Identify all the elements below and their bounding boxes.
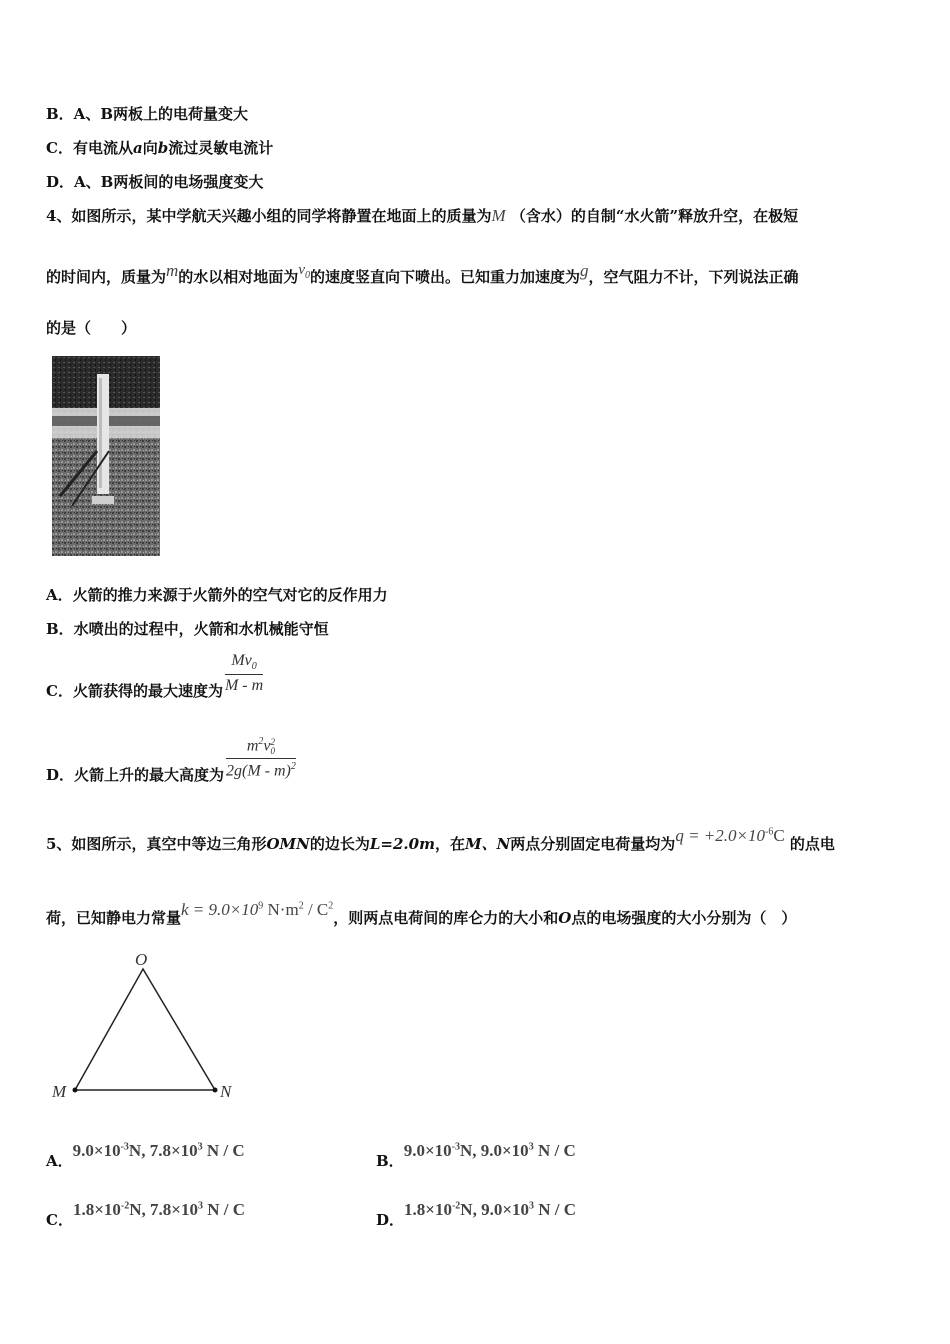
- q4-option-d-label: D．火箭上升的最大高度为: [46, 766, 225, 784]
- q5-line1-b: 的边长为: [309, 835, 370, 853]
- q4-mass-M: M: [491, 206, 506, 225]
- point-m-dot: [73, 1088, 78, 1093]
- q4-line2-c: 的速度竖直向下喷出。已知重力加速度为: [309, 268, 580, 286]
- q4-option-c-fraction: $\frac{Mv_0}{M - m}$: [224, 652, 264, 695]
- q5-line1-c: ，在: [434, 835, 465, 853]
- q5-side-length: L=2.0m: [369, 835, 435, 853]
- q5-option-c: C．$1.8\times 10^{-2}N$, $7.8\times 10^3$ N / C: [46, 1200, 245, 1229]
- q5-stem-line1: [46, 826, 835, 854]
- q3-option-b: B．A、B两板上的电荷量变大: [46, 105, 248, 123]
- q5-option-a: A．$9.0\times 10^{-3}N$, $7.8\times 10^3$ N / C: [46, 1141, 245, 1170]
- q4-line1-post: （含水）的自制“水火箭”释放升空，在极短: [510, 207, 799, 225]
- label-o: O: [135, 950, 148, 969]
- q5-triangle-name: OMN: [266, 835, 310, 853]
- q4-stem-line1: [46, 205, 798, 226]
- q4-gravity-g: g: [580, 261, 589, 280]
- q5-line1-e: 的点电: [789, 835, 835, 853]
- q3-option-c-pre: C．有电流从: [46, 139, 133, 157]
- q3-option-c-mid: 向: [142, 139, 158, 157]
- q4-stem-line2: [46, 261, 799, 289]
- q3-option-c-a: a: [132, 139, 143, 157]
- q3-option-d: D．A、B两板间的电场强度变大: [46, 173, 264, 191]
- q4-option-a: A．火箭的推力来源于火箭外的空气对它的反作用力: [46, 586, 388, 604]
- q5-charge-expression: $q = +2.0\times 10^{-6}C$: [675, 826, 785, 845]
- triangle-diagram: [40, 945, 260, 1105]
- label-m: M: [52, 1082, 67, 1101]
- q4-option-b: B．水喷出的过程中，火箭和水机械能守恒: [46, 620, 329, 638]
- q4-velocity-v0: $v_0$: [298, 262, 310, 281]
- q5-stem-line2: [46, 900, 797, 928]
- q4-line2-d: ，空气阻力不计，下列说法正确: [588, 268, 799, 286]
- q5-constant-expression: $k = 9.0\times 10^9$ $N\cdot m^2 / C^2$: [181, 900, 334, 919]
- q4-stem-line3: 的是（ ）: [46, 319, 137, 337]
- q4-line1-pre: 4、如图所示，某中学航天兴趣小组的同学将静置在地面上的质量为: [46, 207, 492, 225]
- q4-option-d-fraction: $m^2v$ 2 0 2g(M - m)$^2$: [226, 736, 296, 779]
- q4-mass-m: m: [166, 261, 179, 280]
- q5-option-b: B．$9.0\times 10^{-3}N$, $9.0\times 10^3$ N / C: [376, 1141, 576, 1170]
- q5-line1-a: 5、如图所示，真空中等边三角形: [46, 835, 267, 853]
- q4-option-c: [46, 652, 264, 700]
- q5-points-mn: M、N: [464, 835, 511, 853]
- q4-option-d: [46, 736, 296, 784]
- q5-line2-b: ，则两点电荷间的库仑力的大小和: [333, 909, 559, 927]
- q5-line2-c: 点的电场强度的大小分别为（ ）: [571, 909, 797, 927]
- q4-option-c-label: C．火箭获得的最大速度为: [46, 681, 223, 700]
- q5-line2-a: 荷，已知静电力常量: [46, 909, 182, 927]
- q3-option-c-b: b: [157, 139, 169, 157]
- water-rocket-photo: [52, 356, 160, 556]
- q4-line2-a: 的时间内，质量为: [46, 268, 167, 286]
- q3-option-c: [46, 137, 273, 158]
- q4-line2-b: 的水以相对地面为: [178, 268, 299, 286]
- label-n: N: [220, 1082, 232, 1101]
- q5-line1-d: 两点分别固定电荷量均为: [510, 835, 676, 853]
- triangle-omn: [75, 969, 215, 1090]
- q5-option-d: D．$1.8\times 10^{-2}N$, $9.0\times 10^3$ N / C: [376, 1200, 577, 1229]
- point-n-dot: [213, 1088, 218, 1093]
- q5-point-o: O: [558, 909, 572, 927]
- q3-option-c-post: 流过灵敏电流计: [168, 139, 274, 157]
